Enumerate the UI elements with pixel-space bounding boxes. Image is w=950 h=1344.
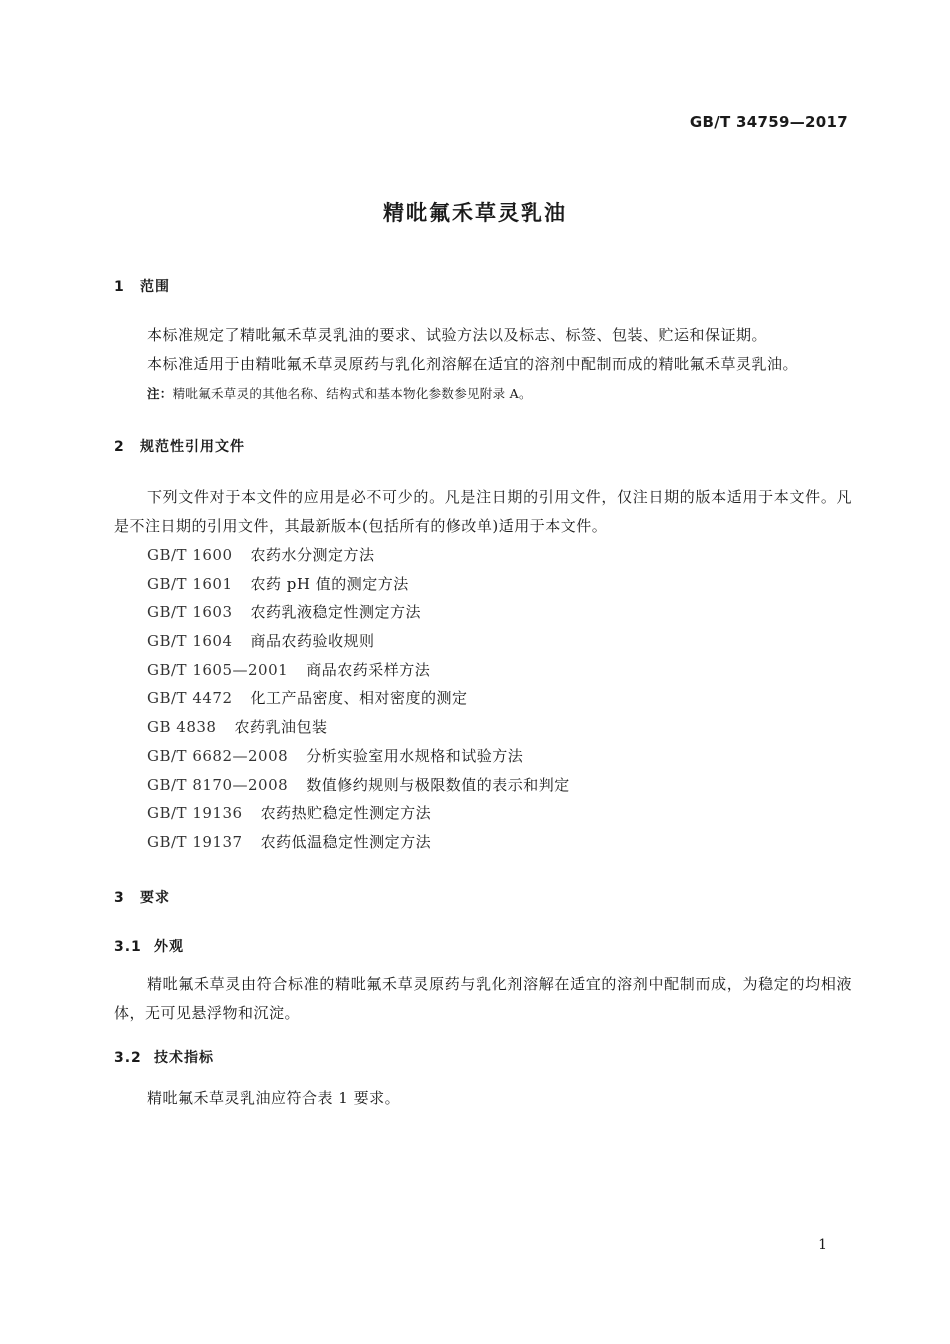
reference-item xyxy=(147,570,570,599)
section-3-heading xyxy=(114,887,170,907)
reference-item xyxy=(147,627,570,656)
note-text: 精吡氟禾草灵的其他名称、结构式和基本物化参数参见附录 A。 xyxy=(172,386,532,401)
reference-name: 农药乳液稳定性测定方法 xyxy=(250,603,422,622)
section-1-number: 1 xyxy=(114,279,125,295)
reference-name: 农药热贮稳定性测定方法 xyxy=(260,804,432,823)
reference-item xyxy=(147,656,570,685)
section-3-2-heading xyxy=(114,1047,214,1067)
reference-code: GB/T 19136 xyxy=(147,804,243,823)
section-1-heading xyxy=(114,276,170,296)
reference-item xyxy=(147,541,570,570)
note-label: 注： xyxy=(147,386,173,401)
section-3-2-text: 精吡氟禾草灵乳油应符合表 1 要求。 xyxy=(147,1089,401,1107)
section-3-1-text: 精吡氟禾草灵由符合标准的精吡氟禾草灵原药与乳化剂溶解在适宜的溶剂中配制而成，为稳定的均相液体，无可见悬浮物和沉淀。 xyxy=(114,975,852,1022)
reference-code: GB/T 1601 xyxy=(147,574,233,593)
section-3-number: 3 xyxy=(114,890,125,906)
section-3-2-title: 技术指标 xyxy=(154,1050,214,1066)
reference-list xyxy=(147,541,570,857)
reference-code: GB/T 1604 xyxy=(147,632,233,651)
section-1-paragraph-1: 本标准规定了精吡氟禾草灵乳油的要求、试验方法以及标志、标签、包装、贮运和保证期。 xyxy=(147,326,768,344)
reference-code: GB/T 4472 xyxy=(147,689,233,708)
section-3-title: 要求 xyxy=(140,890,170,906)
reference-name: 化工产品密度、相对密度的测定 xyxy=(250,689,468,708)
reference-name: 商品农药采样方法 xyxy=(306,660,431,679)
section-1-note xyxy=(147,384,532,402)
section-2-intro: 下列文件对于本文件的应用是必不可少的。凡是注日期的引用文件，仅注日期的版本适用于本文件。凡是不注日期的引用文件，其最新版本(包括所有的修改单)适用于本文件。 xyxy=(114,488,852,535)
section-1-paragraph-2: 本标准适用于由精吡氟禾草灵原药与乳化剂溶解在适宜的溶剂中配制而成的精吡氟禾草灵乳油。 xyxy=(147,355,799,373)
reference-item xyxy=(147,713,570,742)
reference-name: 农药 pH 值的测定方法 xyxy=(250,574,409,593)
reference-code: GB/T 19137 xyxy=(147,832,243,851)
section-3-1-heading xyxy=(114,936,184,956)
reference-item xyxy=(147,799,570,828)
reference-item xyxy=(147,771,570,800)
section-1-title: 范围 xyxy=(140,279,170,295)
reference-name: 数值修约规则与极限数值的表示和判定 xyxy=(306,775,570,794)
section-2-heading xyxy=(114,436,245,456)
reference-item xyxy=(147,742,570,771)
reference-name: 农药乳油包装 xyxy=(234,718,328,737)
document-title: 精吡氟禾草灵乳油 xyxy=(383,201,567,225)
reference-name: 商品农药验收规则 xyxy=(250,632,375,651)
section-2-title: 规范性引用文件 xyxy=(140,439,245,455)
reference-name: 农药低温稳定性测定方法 xyxy=(260,832,432,851)
reference-code: GB 4838 xyxy=(147,718,217,737)
reference-item xyxy=(147,684,570,713)
reference-item xyxy=(147,828,570,857)
reference-name: 分析实验室用水规格和试验方法 xyxy=(306,746,524,765)
section-3-1-title: 外观 xyxy=(154,939,184,955)
reference-code: GB/T 6682—2008 xyxy=(147,746,289,765)
section-3-1-number: 3.1 xyxy=(114,939,142,955)
reference-item xyxy=(147,598,570,627)
page-number: 1 xyxy=(818,1237,827,1253)
reference-name: 农药水分测定方法 xyxy=(250,546,375,564)
section-3-2-number: 3.2 xyxy=(114,1050,142,1066)
reference-code: GB/T 8170—2008 xyxy=(147,775,289,794)
standard-code: GB/T 34759—2017 xyxy=(689,113,848,131)
reference-code: GB/T 1603 xyxy=(147,603,233,622)
section-2-number: 2 xyxy=(114,439,125,455)
reference-code: GB/T 1605—2001 xyxy=(147,660,289,679)
reference-code: GB/T 1600 xyxy=(147,546,233,564)
